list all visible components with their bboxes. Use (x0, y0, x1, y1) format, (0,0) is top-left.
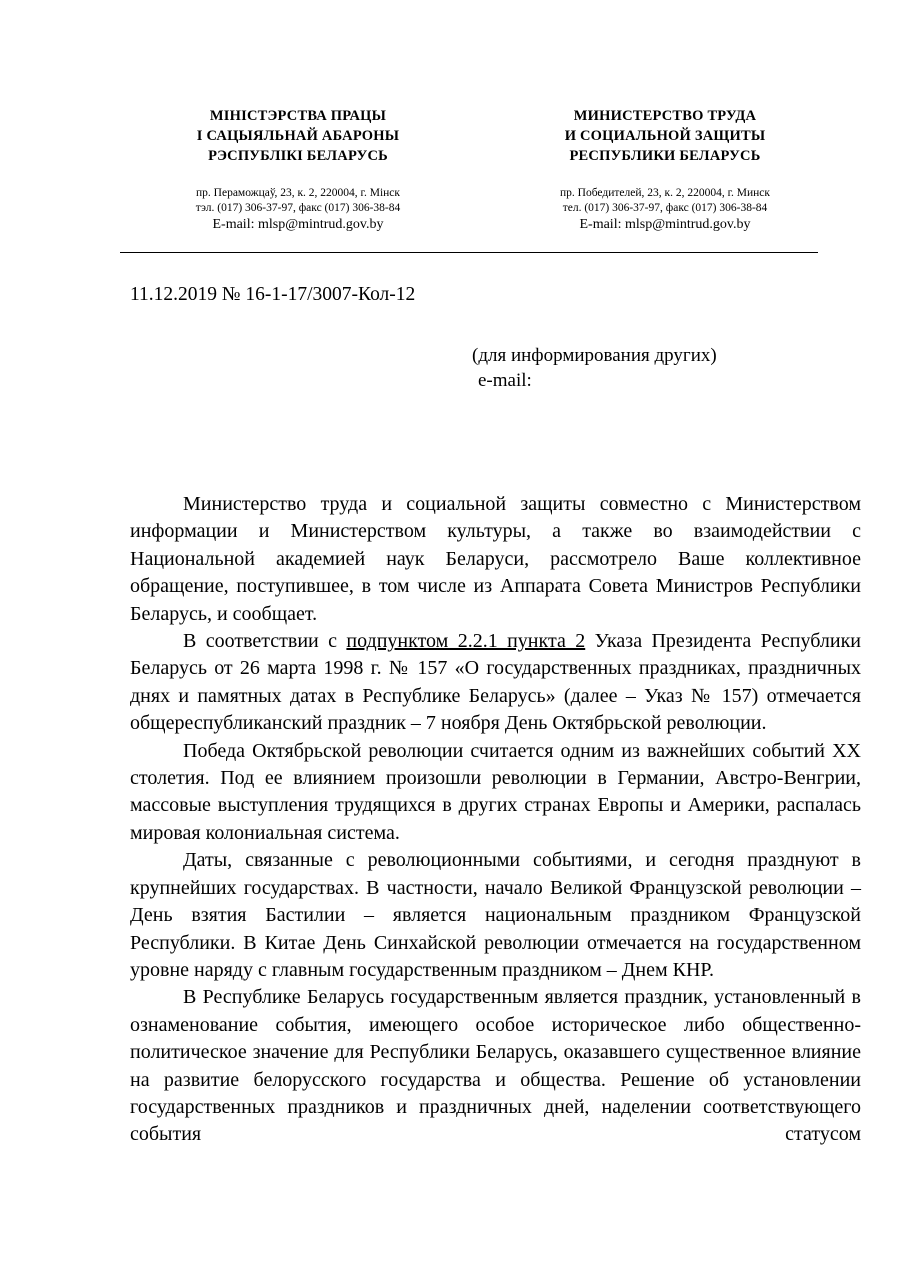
title-line: МІНІСТЭРСТВА ПРАЦЫ (209, 108, 387, 124)
header-divider (120, 252, 818, 253)
title-line: РЭСПУБЛІКІ БЕЛАРУСЬ (208, 148, 388, 164)
paragraph (130, 628, 861, 738)
legal-reference-link[interactable]: подпунктом 2.2.1 пункта 2 (346, 630, 586, 653)
document-reference: 11.12.2019 № 16-1-17/3007-Кол-12 (130, 284, 416, 305)
paragraph: Победа Октябрьской революции считается одним из важнейших событий XX столетия. Под ее влиянием произошли революции в Германии, Австро-Венгрии, массовые выступления трудящихся в других странах Европы и Америки, распалась мировая колониальная система. (130, 739, 861, 844)
address-line: пр. Пераможцаў, 23, к. 2, 220004, г. Мінск (196, 187, 400, 199)
phone-line: тэл. (017) 306-37-97, факс (017) 306-38-84 (195, 202, 401, 214)
title-line: И СОЦИАЛЬНОЙ ЗАЩИТЫ (564, 128, 766, 144)
letterhead-belarusian (128, 106, 468, 233)
title-line: І САЦЫЯЛЬНАЙ АБАРОНЫ (196, 128, 400, 144)
phone-line: тел. (017) 306-37-97, факс (017) 306-38-84 (562, 202, 768, 214)
email-line: E-mail: mlsp@mintrud.gov.by (579, 217, 751, 232)
ministry-name-belarusian (128, 106, 468, 166)
paragraph: Министерство труда и социальной защиты совместно с Министерством информации и Министерством культуры, а также во взаимодействии с Национальной академией наук Беларуси, рассмотрело Ваше коллективное обращение, поступившее, в том числе из Аппарата Совета Министров Республики Беларусь, и сообщает. (130, 493, 861, 625)
paragraph-text: Указа Президента Республики Беларусь от 26 марта 1998 г. № 157 «О государственных праздниках, праздничных днях и памятных датах в Республике Беларусь» (далее – Указ № 157) отмечается общереспубликанский праздник – 7 ноября День Октябрьской революции. (130, 630, 861, 735)
ministry-name-russian (495, 106, 835, 166)
address-line: пр. Победителей, 23, к. 2, 220004, г. Минск (560, 187, 770, 199)
title-line: МИНИСТЕРСТВО ТРУДА (573, 108, 757, 124)
letter-body (130, 491, 861, 1149)
recipient-email-line: e-mail: (478, 370, 532, 391)
paragraph: В Республике Беларусь государственным является праздник, установленный в ознаменование события, имеющего особое историческое либо общественно-политическое значение для Республики Беларусь, оказавшего существенное влияние на развитие белорусского государства и общества. Решение об установлении государственных праздников и праздничных дней, наделении соответствующего события статусом (130, 986, 861, 1146)
letterhead-russian (495, 106, 835, 233)
recipient-line: (для информирования других) (472, 345, 717, 366)
title-line: РЕСПУБЛИКИ БЕЛАРУСЬ (569, 148, 761, 164)
recipient-block (472, 343, 717, 393)
paragraph-text: В соответствии с (183, 630, 347, 653)
paragraph: Даты, связанные с революционными событиями, и сегодня празднуют в крупнейших государствах. В частности, начало Великой Французской революции – День взятия Бастилии – является национальным праздником Французской Республики. В Китае День Синхайской революции отмечается на государственном уровне наряду с главным государственным праздником – Днем КНР. (130, 849, 861, 981)
email-line: E-mail: mlsp@mintrud.gov.by (212, 217, 384, 232)
